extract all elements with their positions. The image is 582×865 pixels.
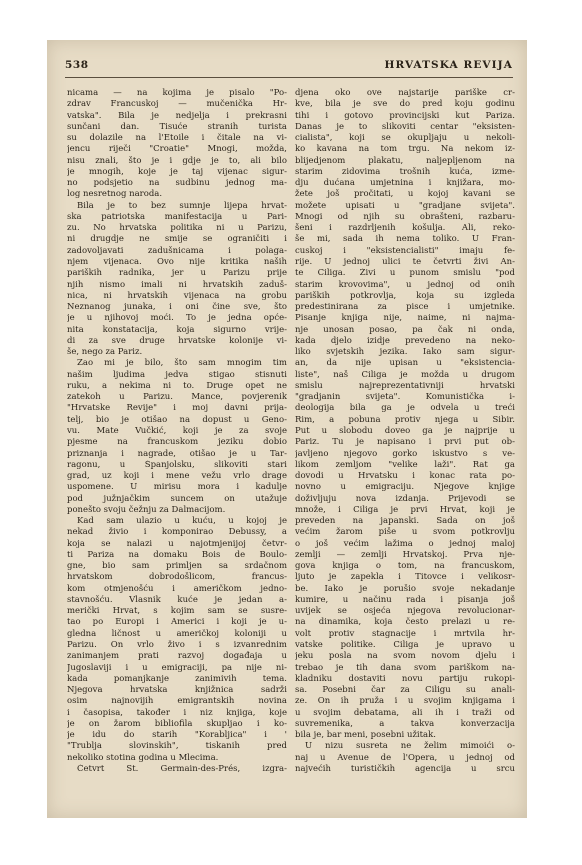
text-line: javljeno njegovo gorko iskustvo s ve- — [295, 448, 515, 459]
text-line: ponešto svoju čežnju za Dalmacijom. — [67, 504, 226, 515]
running-header — [65, 59, 513, 73]
text-line: jencu riječi "Croatie" Mnogi, možda, — [67, 144, 287, 155]
text-line: be. Iako je porušio svoje nekadanje — [295, 583, 515, 594]
text-line: zu. No hrvatska politika ni u Parizu, — [67, 223, 287, 234]
text-line: liko svjetskih jezika. Iako sam sigur- — [295, 347, 515, 358]
text-line: liste", naš Ciliga je možda u drugom — [295, 369, 515, 380]
text-line: starim zidovima trošnih kuća, izme- — [295, 166, 515, 177]
text-line: Neznanog junaka, i oni čine sve, što — [67, 302, 287, 313]
text-line: rije. U jednoj ulici te četvrti živi An- — [295, 256, 515, 267]
text-line: merički Hrvat, s kojim sam se susre- — [67, 606, 287, 617]
header-rule — [65, 77, 513, 78]
text-line: naj u Avenue de l'Opera, u jednoj od — [295, 752, 515, 763]
text-line: tihi i gotovo provincijski kut Pariza. — [295, 110, 515, 121]
text-line: suvremenika, a takva konverzacija — [295, 718, 515, 729]
text-line: pjesme na francuskom jeziku dobio — [67, 437, 287, 448]
text-line: djena oko ove najstarije pariške cr- — [295, 88, 515, 98]
text-line: "Trublja slovinskih", tiskanih pred — [67, 741, 287, 752]
text-line: tao po Europi i Americi i koji je u- — [67, 617, 287, 628]
text-line: še, nego za Pariz. — [67, 347, 143, 358]
text-line: deologija bila ga je odvela u treći — [295, 403, 515, 414]
text-line: pariških potkrovlja, koja su izgleda — [295, 290, 515, 301]
text-line: zatekoh u Parizu. Mance, povjerenik — [67, 392, 287, 403]
text-line: zanimanjem prati razvoj događaja u — [67, 651, 287, 662]
right-column — [295, 88, 515, 775]
text-line: Pariz. Tu je napisano i prvi put ob- — [295, 437, 515, 448]
text-line: dju dućana umjetnina i knjižara, mo- — [295, 178, 515, 189]
text-line: stavnošću. Vlasnik kuće je jedan a- — [67, 594, 287, 605]
text-line: U nizu susreta ne želim mimoići o- — [305, 741, 515, 752]
text-line: bila je, bar meni, posebni užitak. — [295, 730, 436, 741]
text-line: je mnogih, koje je taj vijenac sigur- — [67, 166, 287, 177]
text-line: zadovoljavati zadušnicama i polaga- — [67, 245, 287, 256]
text-line: sunčani dan. Tisuće stranih turista — [67, 121, 287, 132]
text-line: volt protiv stagnacije i mrtvila hr- — [295, 628, 515, 639]
text-line: Mnogi od njih su obrašteni, razbaru- — [295, 211, 515, 222]
text-line: "Hrvatske Revije" i moj davni prija- — [67, 403, 287, 414]
text-line: Put u slobodu doveo ga je najprije u — [295, 425, 515, 436]
text-line: ti Pariza na domaku Bois de Boulo- — [67, 549, 287, 560]
text-line: je u njihovoj moći. To je jedna opće- — [67, 313, 287, 324]
text-line: grad, uz koji i mene vežu vrlo drage — [67, 471, 287, 482]
text-line: cuskoj i "eksistencialisti" imaju fe- — [295, 245, 515, 256]
text-line: šeni i razdrljenih košulja. Ali, reko- — [295, 223, 515, 234]
text-line: likom zemljom "velike laži". Rat ga — [295, 459, 515, 470]
text-line: većim žarom piše u svom potkrovlju — [295, 527, 515, 538]
text-line: Zao mi je bilo, što sam mnogim tim — [77, 358, 287, 369]
text-line: hrvatskom dobrodošlicom, francus- — [67, 572, 287, 583]
text-line: Jugoslaviji i u emigraciji, pa nije ni- — [67, 662, 287, 673]
text-line: kladniku dostaviti novu partiju rukopi- — [295, 673, 515, 684]
text-line: vu. Mate Vučkić, koji je za svoje — [67, 425, 287, 436]
text-line: zemlji — zemlji Hrvatskoj. Prva nje- — [295, 549, 515, 560]
text-line: Danas je to slikoviti centar "eksisten- — [295, 121, 515, 132]
text-line: ni drugdje ne smije se ograničiti i — [67, 234, 287, 245]
text-line: nje unosan posao, pa čak ni onda, — [295, 324, 515, 335]
text-line: telj, bio je otišao na dopust u Geno- — [67, 414, 287, 425]
page-number: 538 — [65, 59, 89, 71]
text-line: osim najnovijih emigrantskih novina — [67, 696, 287, 707]
text-line: pariških radnika, jer u Parizu prije — [67, 268, 287, 279]
text-line: novno u emigraciju. Njegove knjige — [295, 482, 515, 493]
text-line: kada djelo izidje prevedeno na neko- — [295, 335, 515, 346]
text-line: Kad sam ulazio u kuću, u kojoj je — [77, 516, 287, 527]
text-line: nita konstatacija, koja sigurno vrije- — [67, 324, 287, 335]
text-line: na dinamika, koja često prelazi u re- — [295, 617, 515, 628]
left-column — [67, 88, 287, 775]
text-line: ragonu, u Španjolsku, slikoviti stari — [67, 459, 287, 470]
text-line: še mi, sada ih nema toliko. U Fran- — [295, 234, 515, 245]
text-line: nisu znali, što je i gdje je to, ali bilo — [67, 155, 287, 166]
text-line: gledna ličnost u američkoj koloniji u — [67, 628, 287, 639]
text-line: Parizu. On vrlo živo i s izvanrednim — [67, 640, 287, 651]
text-line: ska patriotska manifestacija u Pari- — [67, 211, 287, 222]
text-line: starim krovovima", u jednoj od onih — [295, 279, 515, 290]
text-line: Pisanje knjiga nije, naime, ni najma- — [295, 313, 515, 324]
text-line: Bila je to bez sumnje lijepa hrvat- — [77, 200, 287, 211]
text-line: dovodi u Hrvatsku i konac rata po- — [295, 471, 515, 482]
text-line: njih nismo imali ni hrvatskih zaduš- — [67, 279, 287, 290]
text-line: nica, ni hrvatskih vijenaca na grobu — [67, 290, 287, 301]
journal-title: HRVATSKA REVIJA — [384, 59, 513, 71]
text-line: Njegova hrvatska knjižnica sadrži — [67, 685, 287, 696]
text-line: cialista", koji se okupljaju u nekoli- — [295, 133, 515, 144]
text-line: te Ciliga. Živi u punom smislu "pod — [295, 268, 515, 279]
text-line: kve, bila je sve do pred koju godinu — [295, 99, 515, 110]
text-line: u svojim debatama, ali ih i traži od — [295, 707, 515, 718]
text-line: i časopisa, također i niz knjiga, koje — [67, 707, 287, 718]
text-line: vatska". Bila je nedjelja i prekrasni — [67, 110, 287, 121]
text-line: Rim, a pobuna protiv njega u Sibir. — [295, 414, 515, 425]
text-line: gova knjiga o tom, na francuskom, — [295, 561, 515, 572]
text-line: nekoliko stotina godina u Mlecima. — [67, 752, 219, 763]
text-line: uspomene. U mirisu mora i kadulje — [67, 482, 287, 493]
text-line: kumire, u načinu rada i pisanja još — [295, 594, 515, 605]
text-line: an, da nije upisan u "eksistencia- — [295, 358, 515, 369]
text-line: možete upisati u "gradjane svijeta". — [295, 200, 515, 211]
text-line: žete još pročitati, u kojoj kavani se — [295, 189, 515, 200]
text-line: kada pomanjkanje zanimivih tema. — [67, 673, 287, 684]
text-line: Četvrt St. Germain-des-Prés, izgra- — [77, 763, 287, 774]
text-line: jeku posla na svom novom djelu i — [295, 651, 515, 662]
text-line: vatske politike. Ciliga je upravo u — [295, 640, 515, 651]
text-line: trebao je tih dana svom pariškom na- — [295, 662, 515, 673]
text-line: di za sve druge hrvatske kolonije vi- — [67, 335, 287, 346]
book-page — [47, 40, 527, 818]
text-line: ljuto je zapekla i Titovce i velikosr- — [295, 572, 515, 583]
text-line: uvijek se osjeća njegova revolucionar- — [295, 606, 515, 617]
text-line: njem vijenaca. Ovo nije kritika naših — [67, 256, 287, 267]
text-line: je on žarom bibliofila skupljao i ko- — [67, 718, 287, 729]
text-line: blijedjenom plakatu, naljepljenom na — [295, 155, 515, 166]
text-line: našim ljudima jedva stigao stisnuti — [67, 369, 287, 380]
text-line: smislu najreprezentativniji hrvatski — [295, 380, 515, 391]
text-line: koja se nalazi u najotmjenijoj četvr- — [67, 538, 287, 549]
text-line: je idu do starih "Korabljica" i ' — [67, 730, 287, 741]
text-line: "gradjanin svijeta". Komunistička i- — [295, 392, 515, 403]
text-line: najvećih turističkih agencija u srcu — [295, 763, 515, 774]
text-line: priznanja i nagrade, otišao je u Tar- — [67, 448, 287, 459]
text-line: gne, bio sam primljen sa srdačnom — [67, 561, 287, 572]
text-line: doživljuju nova izdanja. Prijevodi se — [295, 493, 515, 504]
text-line: nicama — na kojima je pisalo "Po- — [67, 88, 287, 98]
text-line: ze. On ih pruža i u svojim knjigama i — [295, 696, 515, 707]
text-line: preveden na japanski. Sada on još — [295, 516, 515, 527]
text-line: o još većim lažima o jednoj maloj — [295, 538, 515, 549]
text-line: ruku, a nekima ni to. Druge opet ne — [67, 380, 287, 391]
text-line: zdrav Francuskoj — mučenička Hr- — [67, 99, 287, 110]
text-line: su dolazile na l'Etoile i čitale na vi- — [67, 133, 287, 144]
text-line: sa. Posebni čar za Ciligu su anali- — [295, 685, 515, 696]
text-line: no podsjetio na sudbinu jednog ma- — [67, 178, 287, 189]
text-line: predestinirana za pisce i umjetnike. — [295, 302, 515, 313]
text-line: pod južnjačkim suncem on utažuje — [67, 493, 287, 504]
text-line: log nesretnog naroda. — [67, 189, 163, 200]
text-line: kom otmjenošću i američkom jedno- — [67, 583, 287, 594]
text-line: ko kavana na tom trgu. Na nekom iz- — [295, 144, 515, 155]
text-line: množe, i Ciliga je prvi Hrvat, koji je — [295, 504, 515, 515]
text-line: nekad živio i komponirao Debussy, a — [67, 527, 287, 538]
